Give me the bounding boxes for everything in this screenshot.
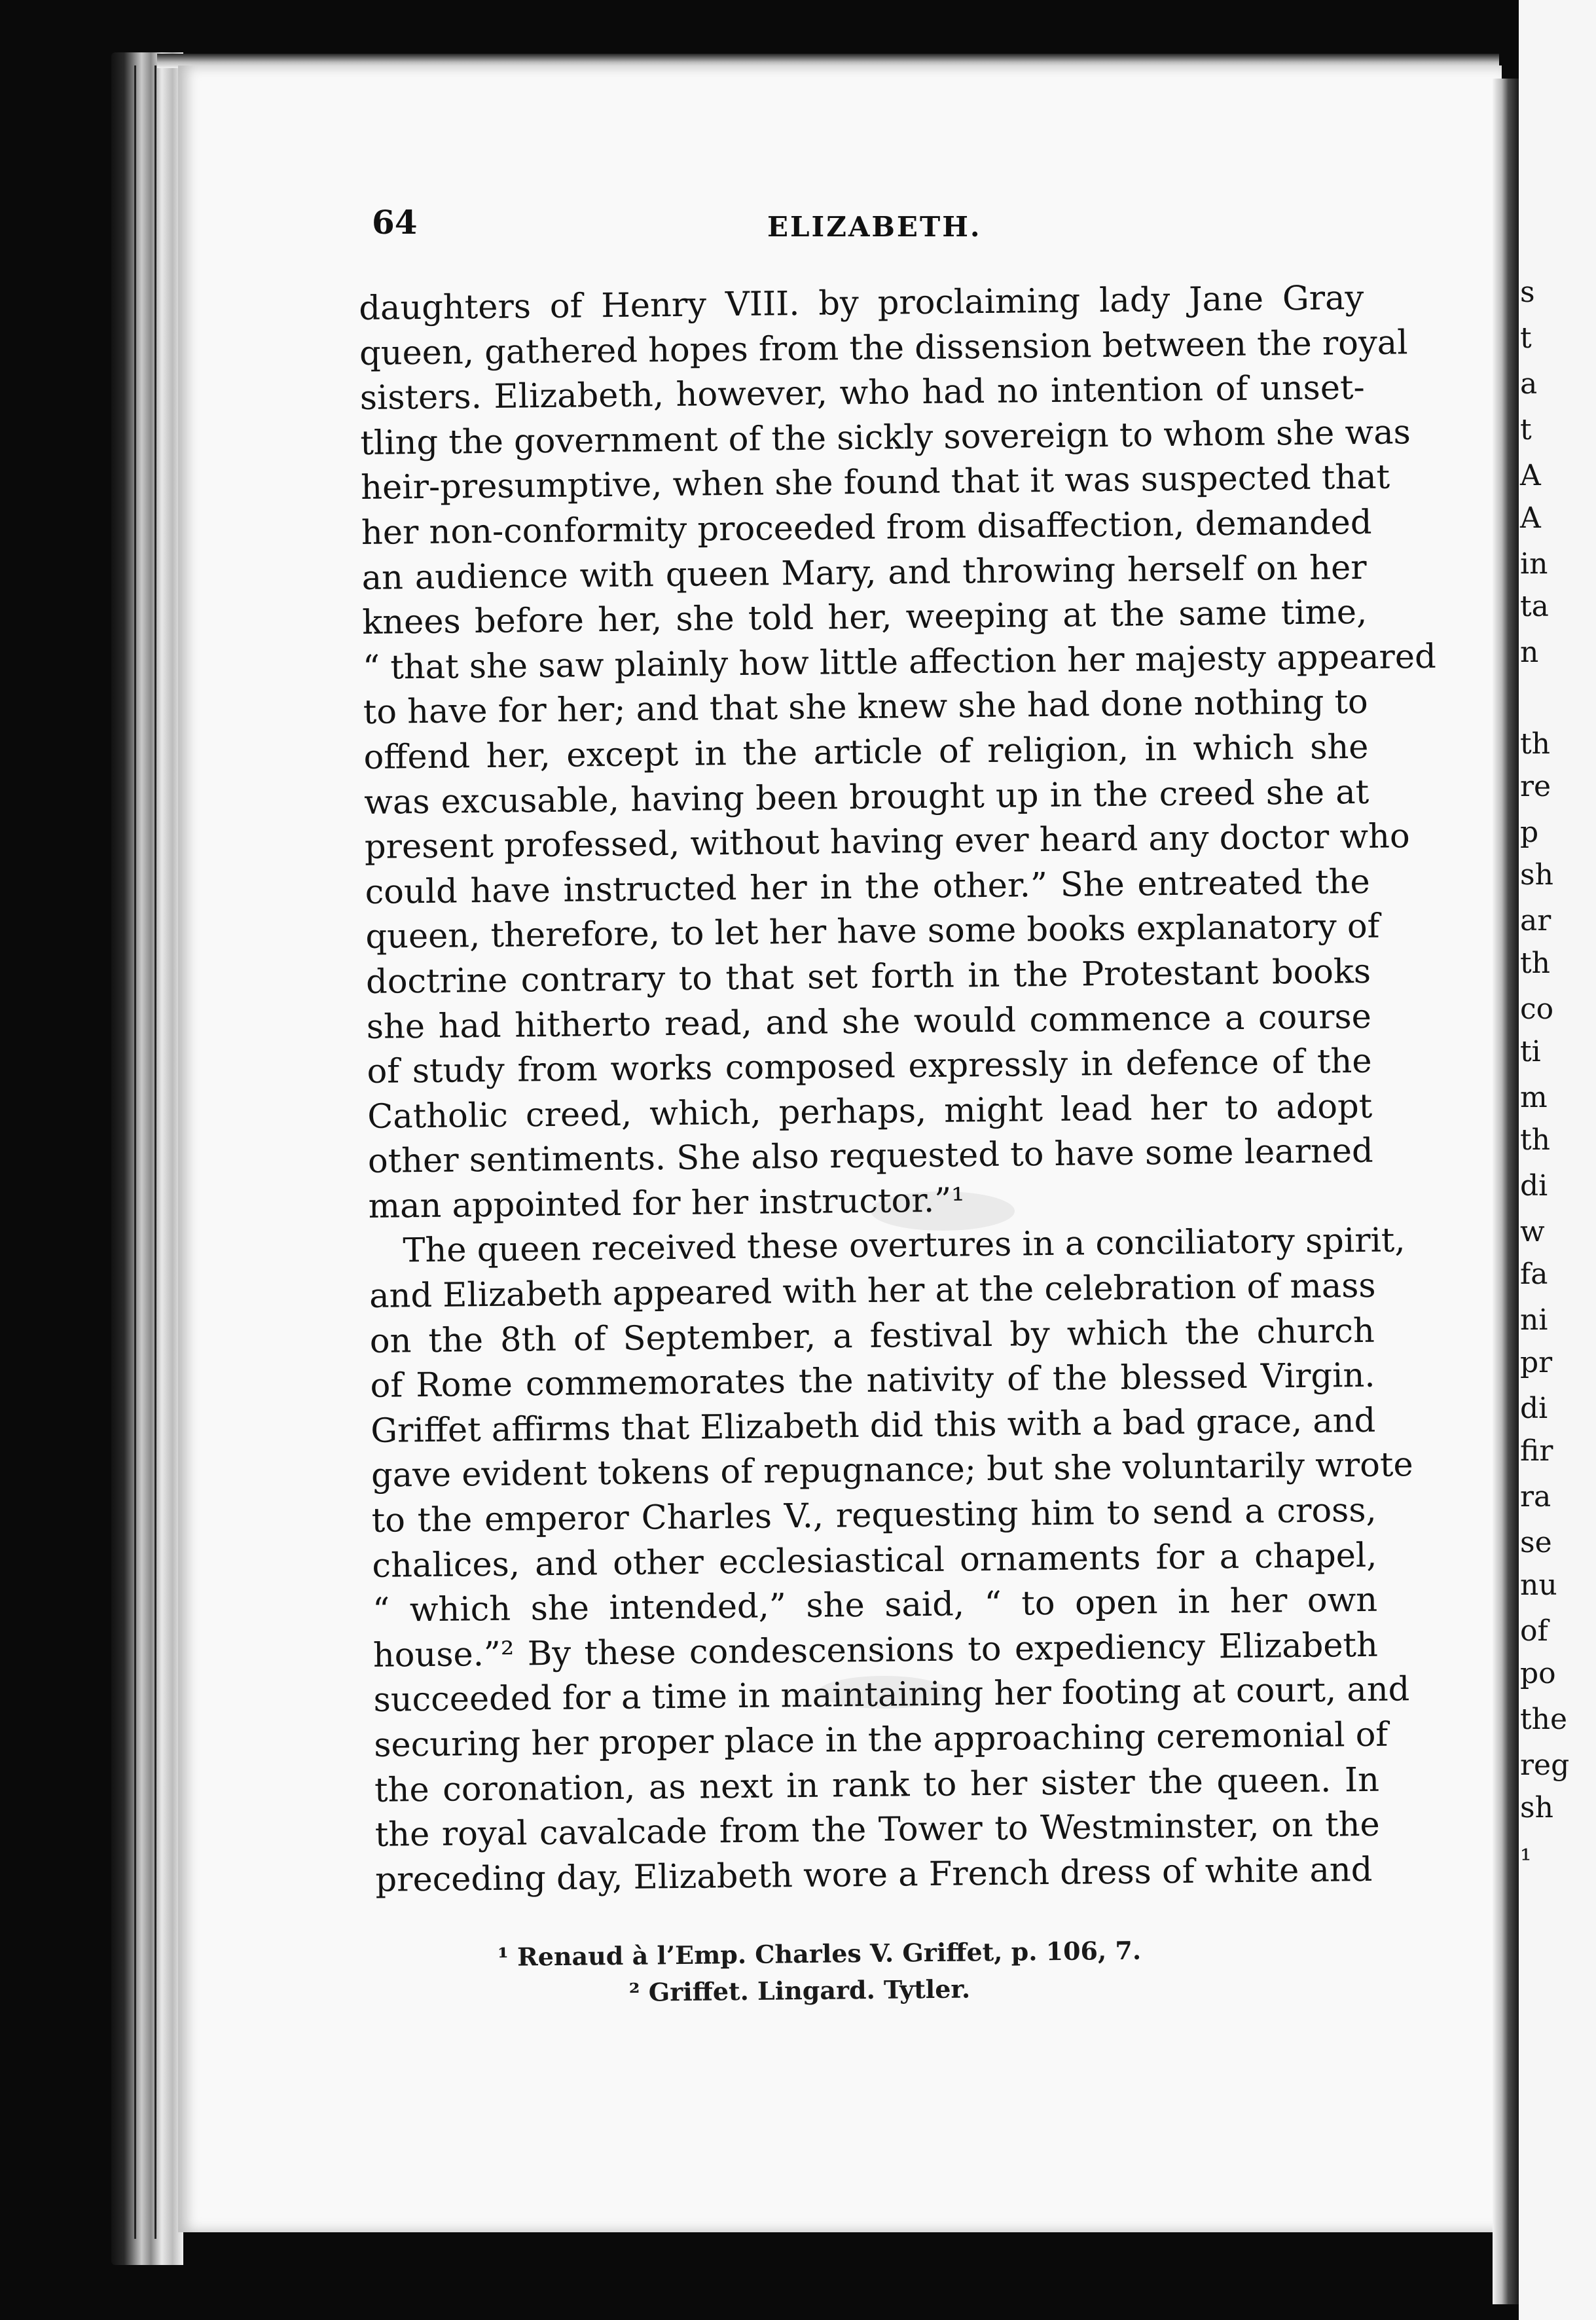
facing-page-fragment: nu xyxy=(1520,1568,1557,1602)
text-line: of Rome commemorates the nativity of the blessed Virgin. xyxy=(370,1356,1375,1406)
text-line: other sentiments. She also requested to have some learned xyxy=(367,1132,1373,1182)
facing-page-fragment: a xyxy=(1520,367,1538,401)
facing-page-fragment: t xyxy=(1520,321,1532,355)
spine-edge-line xyxy=(134,65,136,2239)
facing-page-fragment: po xyxy=(1520,1657,1556,1690)
text-line: could have instructed her in the other.” She entreated the xyxy=(365,862,1370,912)
facing-page-fragment: of xyxy=(1520,1614,1548,1648)
facing-page-fragment: fa xyxy=(1520,1258,1548,1291)
body-text xyxy=(359,276,1437,1903)
text-line: succeeded for a time in maintaining her footing at court, and xyxy=(373,1670,1410,1720)
facing-page-fragment: di xyxy=(1520,1169,1548,1203)
page-gutter xyxy=(1493,79,1519,2304)
text-line: to the emperor Charles V., requesting him to send a cross, xyxy=(371,1491,1377,1540)
footnote-1: ¹ Renaud à l’Emp. Charles V. Griffet, p. 106, 7. xyxy=(498,1935,1142,1972)
text-line: her non-conformity proceeded from disaffection, demanded xyxy=(361,503,1372,553)
text-line: house.”² By these condescensions to expediency Elizabeth xyxy=(372,1625,1379,1675)
facing-page-fragment: m xyxy=(1520,1081,1548,1114)
facing-page-fragment: ti xyxy=(1520,1035,1541,1068)
facing-page-fragment: ta xyxy=(1520,590,1549,623)
text-line: an audience with queen Mary, and throwing herself on her xyxy=(361,548,1367,598)
facing-page-fragment: in xyxy=(1520,547,1548,581)
footnotes xyxy=(498,1931,1218,2012)
facing-page-fragment: pr xyxy=(1520,1346,1553,1379)
text-line: “ that she saw plainly how little affection her majesty appeared xyxy=(362,637,1437,687)
text-line: doctrine contrary to that set forth in the Protestant books xyxy=(365,952,1371,1002)
text-line: The queen received these overtures in a conciliatory spirit, xyxy=(403,1221,1406,1271)
text-line: was excusable, having been brought up in the creed she at xyxy=(363,772,1369,822)
text-line: queen, gathered hopes from the dissension between the royal xyxy=(359,323,1408,373)
facing-page-fragment: the xyxy=(1520,1703,1568,1736)
facing-page-fragment: fir xyxy=(1520,1434,1553,1468)
text-line: gave evident tokens of repugnance; but she voluntarily wrote xyxy=(371,1445,1413,1496)
facing-page-fragment: sh xyxy=(1520,858,1553,892)
text-line: offend her, except in the article of religion, in which she xyxy=(363,727,1369,777)
facing-page-fragment: n xyxy=(1520,636,1539,669)
text-line: the royal cavalcade from the Tower to Westminster, on the xyxy=(374,1805,1380,1855)
facing-page-fragment: w xyxy=(1520,1215,1545,1248)
facing-page-fragment: A xyxy=(1520,459,1541,492)
book-spine xyxy=(111,52,183,2265)
facing-page-fragment: ra xyxy=(1520,1480,1551,1513)
text-line: knees before her, she told her, weeping at the same time, xyxy=(362,593,1368,643)
facing-page-fragment: th xyxy=(1520,1123,1551,1157)
facing-page-fragment: reg xyxy=(1520,1749,1570,1782)
spine-edge-line xyxy=(154,65,156,2239)
text-line: of study from works composed expressly in defence of the xyxy=(367,1042,1372,1092)
facing-page-fragment: th xyxy=(1520,947,1551,980)
facing-page-fragment: ¹ xyxy=(1520,1843,1532,1877)
text-line: the coronation, as next in rank to her sister the queen. In xyxy=(374,1760,1380,1810)
facing-page-fragment: th xyxy=(1520,727,1551,761)
facing-page-fragment: s xyxy=(1520,276,1535,309)
facing-page-fragment: se xyxy=(1520,1526,1552,1559)
text-line: she had hitherto read, and she would commence a course xyxy=(366,997,1372,1047)
text-line: tling the government of the sickly sovereign to whom she was xyxy=(360,412,1411,463)
facing-page-fragment: t xyxy=(1520,413,1532,446)
facing-page-fragment: ni xyxy=(1520,1303,1548,1337)
text-line: daughters of Henry VIII. by proclaiming lady Jane Gray xyxy=(359,278,1364,328)
text-line: “ which she intended,” she said, “ to open in her own xyxy=(372,1581,1378,1631)
text-line: chalices, and other ecclesiastical ornaments for a chapel, xyxy=(372,1536,1377,1586)
facing-page-fragment: ar xyxy=(1520,904,1551,937)
page-number: 64 xyxy=(372,203,418,242)
facing-page-fragment: sh xyxy=(1520,1791,1553,1824)
text-line: queen, therefore, to let her have some books explanatory of xyxy=(365,907,1380,957)
facing-page-fragment: co xyxy=(1520,992,1554,1026)
text-line: heir-presumptive, when she found that it was suspected that xyxy=(360,458,1390,508)
text-line: and Elizabeth appeared with her at the celebration of mass xyxy=(369,1266,1376,1316)
text-line: Catholic creed, which, perhaps, might lead her to adopt xyxy=(367,1087,1373,1136)
footnote-2: ² Griffet. Lingard. Tytler. xyxy=(628,1974,971,2007)
text-line: sisters. Elizabeth, however, who had no intention of unset- xyxy=(359,369,1366,418)
facing-page-fragment: di xyxy=(1520,1392,1548,1425)
facing-page-fragment: A xyxy=(1520,501,1541,535)
text-line: on the 8th of September, a festival by which the church xyxy=(369,1311,1375,1361)
facing-page-fragment: re xyxy=(1520,770,1551,803)
text-line: present professed, without having ever heard any doctor who xyxy=(364,817,1410,867)
text-line: Griffet affirms that Elizabeth did this with a bad grace, and xyxy=(370,1401,1376,1451)
facing-page-fragment: p xyxy=(1520,816,1539,849)
facing-page-edge xyxy=(1519,0,1596,2320)
running-title: ELIZABETH. xyxy=(767,211,982,243)
text-line: securing her proper place in the approaching ceremonial of xyxy=(374,1715,1388,1765)
text-line: preceding day, Elizabeth wore a French dress of white and xyxy=(375,1850,1373,1900)
text-line: man appointed for her instructor.”¹ xyxy=(368,1181,966,1226)
text-line: to have for her; and that she knew she had done nothing to xyxy=(363,683,1369,733)
